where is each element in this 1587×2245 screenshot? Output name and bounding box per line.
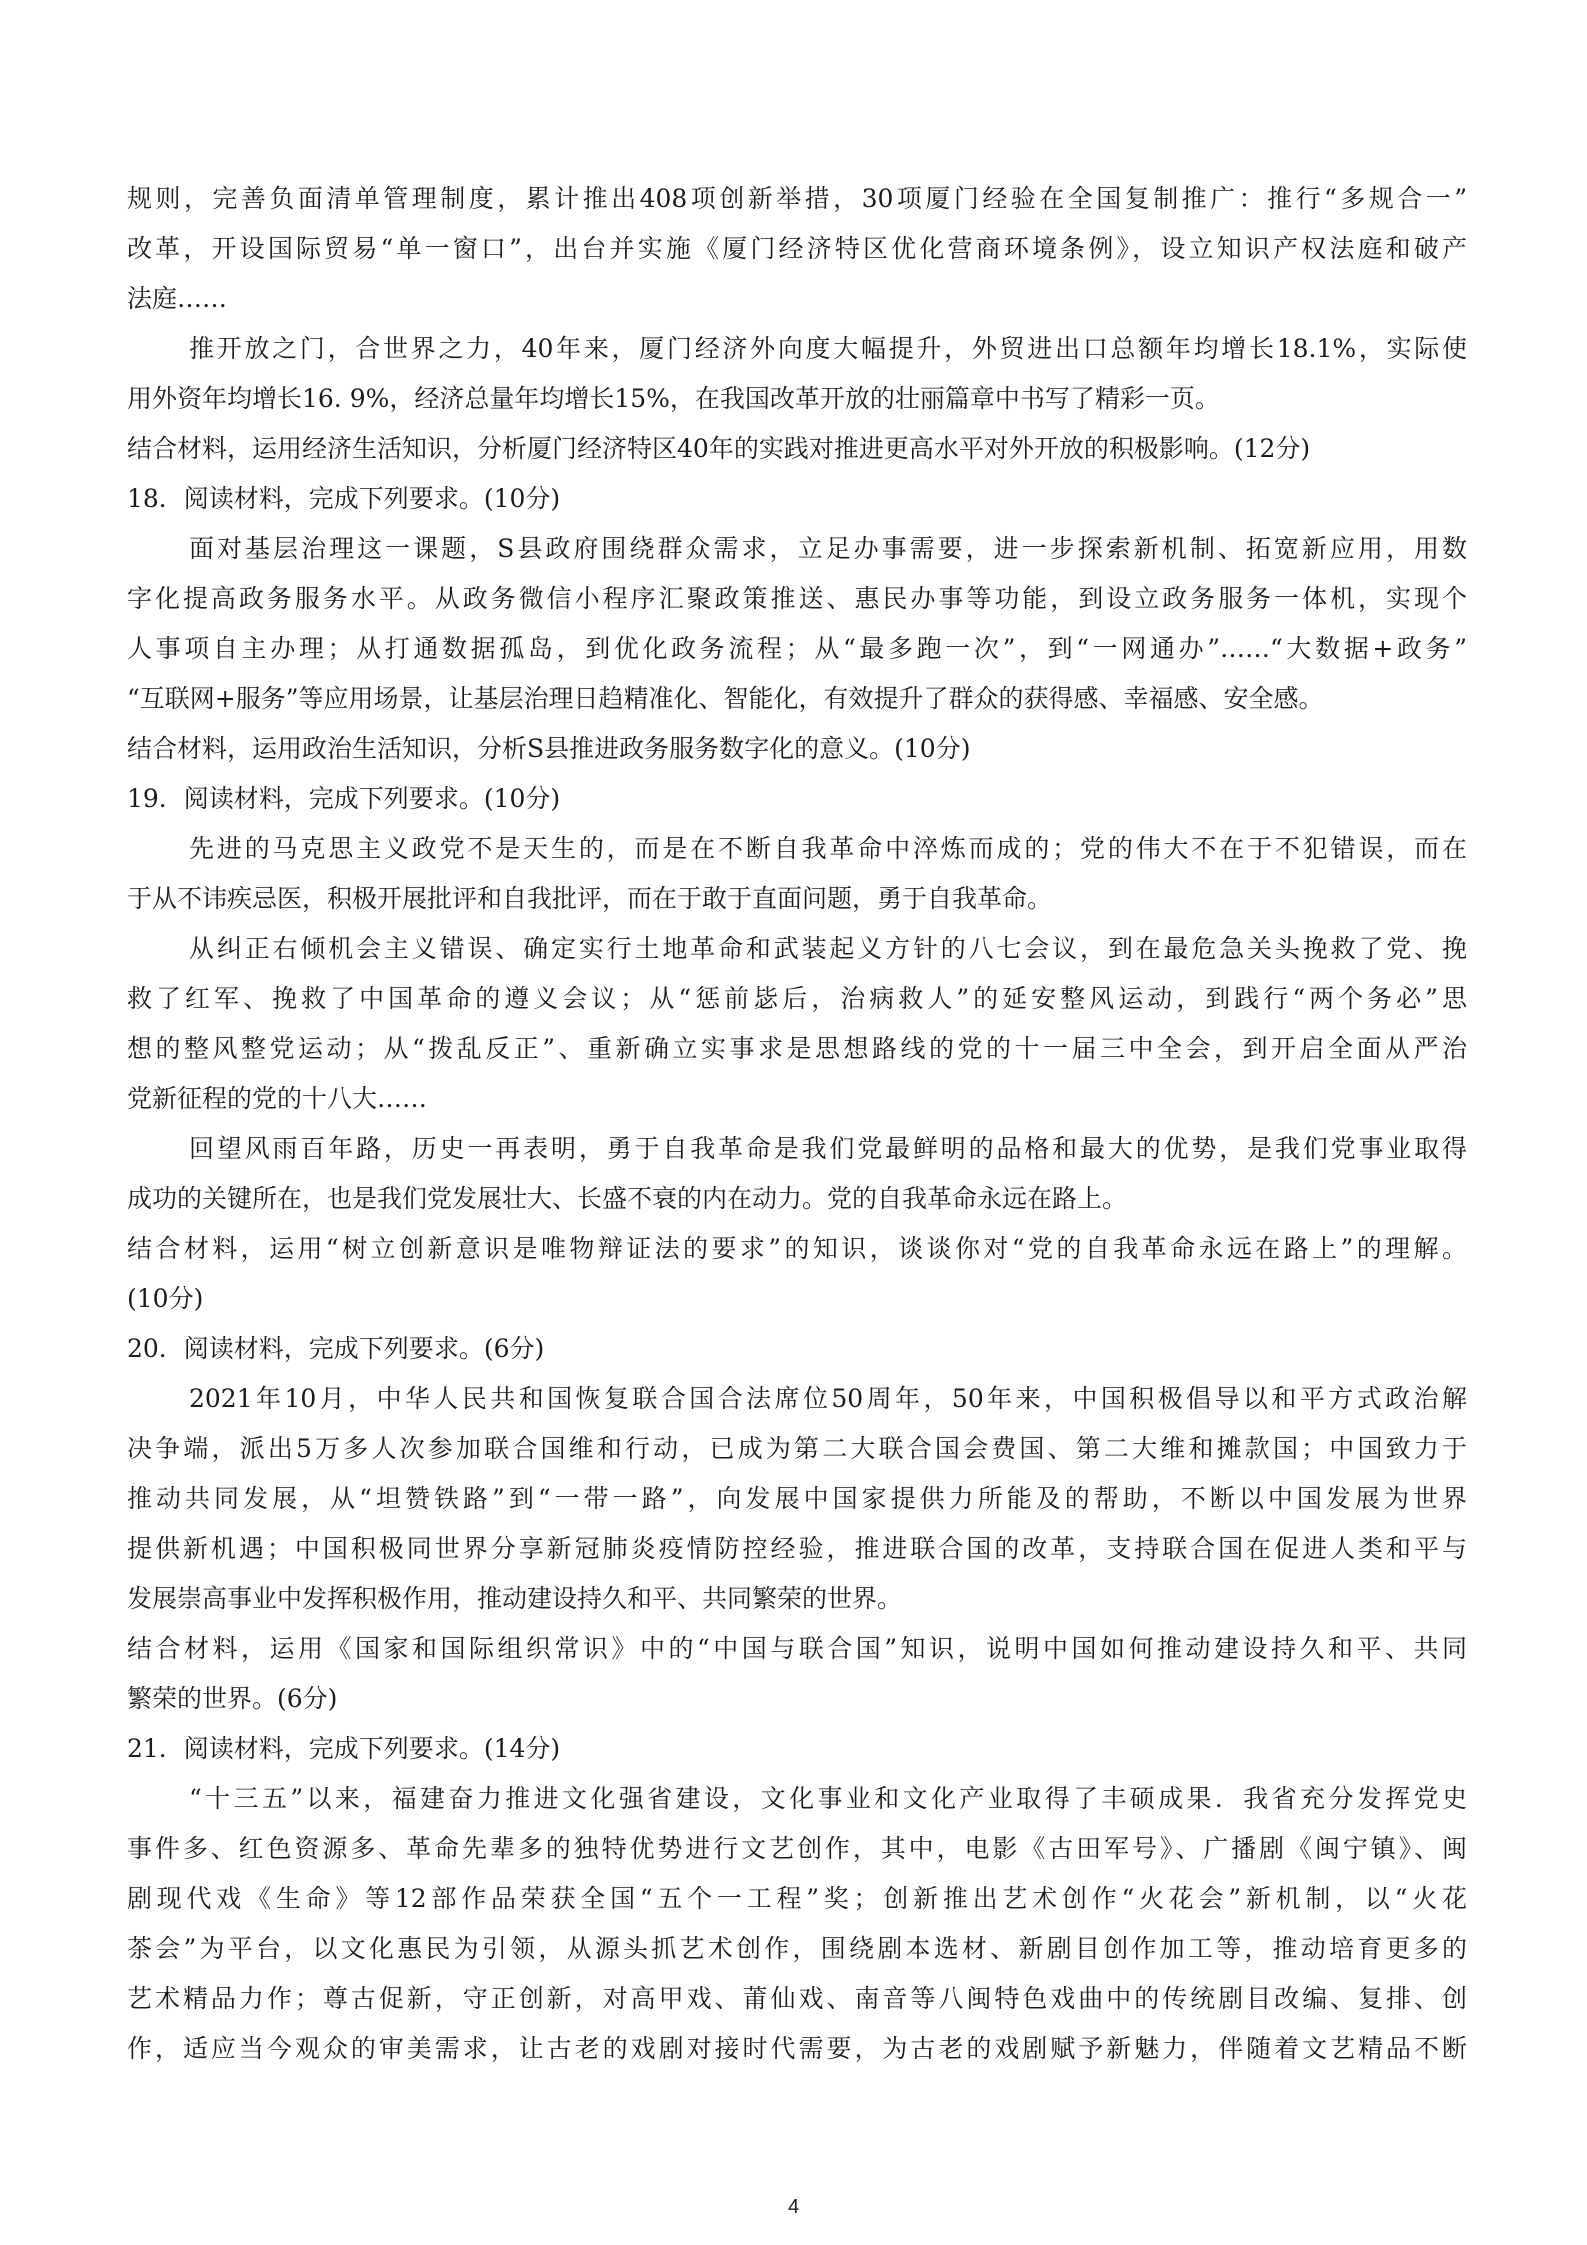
text-line: 事件多、红色资源多、革命先辈多的独特优势进行文艺创作，其中，电影《古田军号》、广播剧《闽宁镇》、闽 xyxy=(127,1834,1467,1863)
text-line: “互联网+服务”等应用场景，让基层治理日趋精准化、智能化，有效提升了群众的获得感、幸福感、安全感。 xyxy=(127,684,1324,713)
text-line: 回望风雨百年路，历史一再表明，勇于自我革命是我们党最鲜明的品格和最大的优势，是我们党事业取得 xyxy=(189,1134,1467,1163)
text-line: 作，适应当今观众的审美需求，让古老的戏剧对接时代需要，为古老的戏剧赋予新魅力，伴随着文艺精品不断 xyxy=(127,2034,1467,2063)
text-line: 党新征程的党的十八大…… xyxy=(127,1084,428,1113)
text-line: 成功的关键所在，也是我们党发展壮大、长盛不衰的内在动力。党的自我革命永远在路上。 xyxy=(127,1184,1128,1213)
document-body xyxy=(127,174,1467,2074)
text-line: 剧现代戏《生命》等12部作品荣获全国“五个一工程”奖；创新推出艺术创作“火花会”新机制，以“火花 xyxy=(127,1884,1467,1913)
text-line: 20．阅读材料，完成下列要求。(6分) xyxy=(127,1334,545,1363)
text-line: 2021年10月，中华人民共和国恢复联合国合法席位50周年，50年来，中国积极倡导以和平方式政治解 xyxy=(189,1384,1467,1413)
text-line: 改革，开设国际贸易“单一窗口”，出台并实施《厦门经济特区优化营商环境条例》，设立知识产权法庭和破产 xyxy=(127,234,1467,263)
text-line: 提供新机遇；中国积极同世界分享新冠肺炎疫情防控经验，推进联合国的改革，支持联合国在促进人类和平与 xyxy=(127,1534,1467,1563)
text-line: 从纠正右倾机会主义错误、确定实行土地革命和武装起义方针的八七会议，到在最危急关头挽救了党、挽 xyxy=(189,934,1467,963)
text-line: 茶会”为平台，以文化惠民为引领，从源头抓艺术创作，围绕剧本选材、新剧目创作加工等，推动培育更多的 xyxy=(127,1934,1467,1963)
text-line: 推开放之门，合世界之力，40年来，厦门经济外向度大幅提升，外贸进出口总额年均增长18.1%，实际使 xyxy=(189,334,1467,363)
text-line: 法庭…… xyxy=(127,284,228,313)
text-line: 规则，完善负面清单管理制度，累计推出408项创新举措，30项厦门经验在全国复制推广：推行“多规合一” xyxy=(127,184,1467,213)
text-line: 艺术精品力作；尊古促新，守正创新，对高甲戏、莆仙戏、南音等八闽特色戏曲中的传统剧目改编、复排、创 xyxy=(127,1984,1467,2013)
text-line: 发展崇高事业中发挥积极作用，推动建设持久和平、共同繁荣的世界。 xyxy=(127,1584,903,1613)
text-line: 救了红军、挽救了中国革命的遵义会议；从“惩前毖后，治病救人”的延安整风运动，到践行“两个务必”思 xyxy=(127,984,1467,1013)
text-line: 19．阅读材料，完成下列要求。(10分) xyxy=(127,784,561,813)
text-line: 人事项自主办理；从打通数据孤岛，到优化政务流程；从“最多跑一次”，到“一网通办”……“大数据+政务” xyxy=(127,634,1467,663)
text-line: 字化提高政务服务水平。从政务微信小程序汇聚政策推送、惠民办事等功能，到设立政务服务一体机，实现个 xyxy=(127,584,1467,613)
text-line: (10分) xyxy=(127,1284,204,1313)
text-line: 想的整风整党运动；从“拨乱反正”、重新确立实事求是思想路线的党的十一届三中全会，到开启全面从严治 xyxy=(127,1034,1467,1063)
text-line: 结合材料，运用政治生活知识，分析S县推进政务服务数字化的意义。(10分) xyxy=(127,734,971,763)
text-line: 结合材料，运用经济生活知识，分析厦门经济特区40年的实践对推进更高水平对外开放的积极影响。(12分) xyxy=(127,434,1311,463)
text-line: 繁荣的世界。(6分) xyxy=(127,1684,338,1713)
text-line: 结合材料，运用《国家和国际组织常识》中的“中国与联合国”知识，说明中国如何推动建设持久和平、共同 xyxy=(127,1634,1467,1663)
text-line: 面对基层治理这一课题，S县政府围绕群众需求，立足办事需要，进一步探索新机制、拓宽新应用，用数 xyxy=(189,534,1467,563)
text-line: 18．阅读材料，完成下列要求。(10分) xyxy=(127,484,561,513)
text-line: 决争端，派出5万多人次参加联合国维和行动，已成为第二大联合国会费国、第二大维和摊款国；中国致力于 xyxy=(127,1434,1467,1463)
text-line: 用外资年均增长16. 9%，经济总量年均增长15%，在我国改革开放的壮丽篇章中书写了精彩一页。 xyxy=(127,384,1220,413)
text-line: 先进的马克思主义政党不是天生的，而是在不断自我革命中淬炼而成的；党的伟大不在于不犯错误，而在 xyxy=(189,834,1467,863)
text-line: 结合材料，运用“树立创新意识是唯物辩证法的要求”的知识，谈谈你对“党的自我革命永远在路上”的理解。 xyxy=(127,1234,1467,1263)
text-line: “十三五”以来，福建奋力推进文化强省建设，文化事业和文化产业取得了丰硕成果．我省充分发挥党史 xyxy=(189,1784,1467,1813)
text-line: 推动共同发展，从“坦赞铁路”到“一带一路”，向发展中国家提供力所能及的帮助，不断以中国发展为世界 xyxy=(127,1484,1467,1513)
text-line: 于从不讳疾忌医，积极开展批评和自我批评，而在于敢于直面问题，勇于自我革命。 xyxy=(127,884,1053,913)
page-number: 4 xyxy=(787,2196,800,2218)
text-line: 21．阅读材料，完成下列要求。(14分) xyxy=(127,1734,561,1763)
